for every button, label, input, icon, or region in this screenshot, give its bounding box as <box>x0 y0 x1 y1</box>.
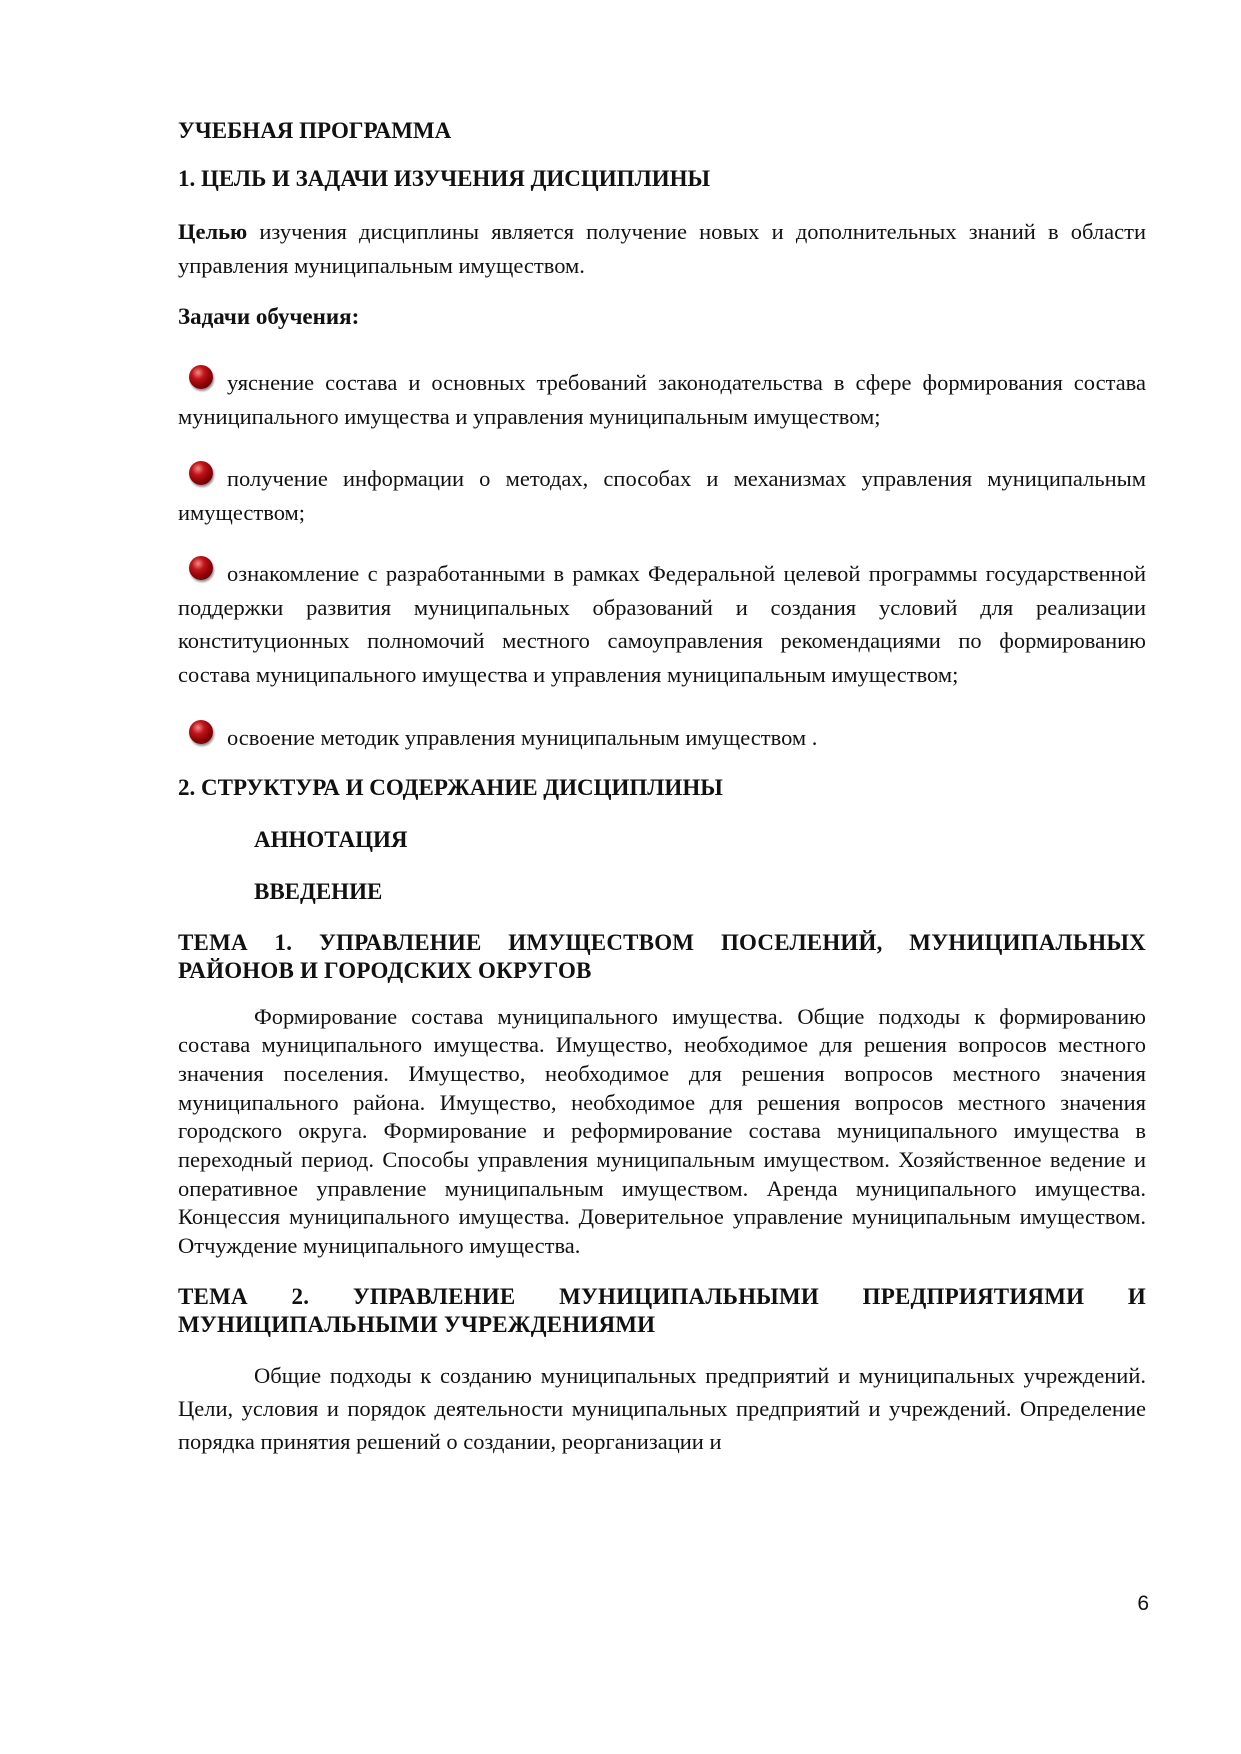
topic-2-heading: ТЕМА 2. УПРАВЛЕНИЕ МУНИЦИПАЛЬНЫМИ ПРЕДПРИЯТИЯМИ И МУНИЦИПАЛЬНЫМИ УЧРЕЖДЕНИЯМИ <box>178 1283 1146 1337</box>
tasks-heading: Задачи обучения: <box>178 304 360 329</box>
red-sphere-icon <box>189 556 213 580</box>
red-sphere-icon <box>189 365 213 389</box>
task-item-2 <box>178 462 1146 529</box>
task-item-text: уяснение состава и основных требований законодательства в сфере формирования состава муниципального имущества и управления муниципальным имуществом; <box>178 370 1146 429</box>
topic-2-body: Общие подходы к созданию муниципальных предприятий и муниципальных учреждений. Цели, условия и порядок деятельности муниципальных предприятий и учреждений. Определение порядка принятия решений о создании, реорганизации и <box>178 1362 1146 1454</box>
goal-text: изучения дисциплины является получение новых и дополнительных знаний в области управления муниципальным имуществом. <box>178 219 1146 278</box>
red-sphere-icon <box>189 461 213 485</box>
goal-paragraph <box>178 215 1146 282</box>
task-item-text: получение информации о методах, способах и механизмах управления муниципальным имуществом; <box>178 466 1146 525</box>
task-item-text: освоение методик управления муниципальным имуществом . <box>227 725 818 750</box>
document-title: УЧЕБНАЯ ПРОГРАММА <box>178 118 452 143</box>
task-item-4 <box>178 721 1146 755</box>
document-page <box>178 116 1146 1458</box>
topic-1-body: Формирование состава муниципального имущества. Общие подходы к формированию состава муниципального имущества. Имущество, необходимое для решения вопросов местного значения поселения. Имущество, необходимое для решения вопросов местного значения муниципального района. Имущество, необходимое для решения вопросов местного значения городского округа. Формирование и реформирование состава муниципального имущества в переходный период. Способы управления муниципальным имуществом. Хозяйственное ведение и оперативное управление муниципальным имуществом. Аренда муниципального имущества. Концессия муниципального имущества. Доверительное управление муниципальным имуществом. Отчуждение муниципального имущества. <box>178 1003 1146 1259</box>
task-item-1 <box>178 366 1146 433</box>
introduction-heading: ВВЕДЕНИЕ <box>254 878 383 904</box>
task-item-3 <box>178 557 1146 691</box>
task-item-text: ознакомление с разработанными в рамках Федеральной целевой программы государственной поддержки развития муниципальных образований и создания условий для реализации конституционных полномочий местного самоуправления рекомендациями по формированию состава муниципального имущества и управления муниципальным имуществом; <box>178 561 1146 687</box>
section-1-heading: 1. ЦЕЛЬ И ЗАДАЧИ ИЗУЧЕНИЯ ДИСЦИПЛИНЫ <box>178 166 711 191</box>
topic-1-heading: ТЕМА 1. УПРАВЛЕНИЕ ИМУЩЕСТВОМ ПОСЕЛЕНИЙ, МУНИЦИПАЛЬНЫХ РАЙОНОВ И ГОРОДСКИХ ОКРУГОВ <box>178 929 1146 983</box>
annotation-heading: АННОТАЦИЯ <box>254 826 408 852</box>
section-2-heading: 2. СТРУКТУРА И СОДЕРЖАНИЕ ДИСЦИПЛИНЫ <box>178 774 723 800</box>
page-number: 6 <box>1137 1592 1149 1615</box>
goal-lead: Целью <box>178 219 248 244</box>
red-sphere-icon <box>189 720 213 744</box>
